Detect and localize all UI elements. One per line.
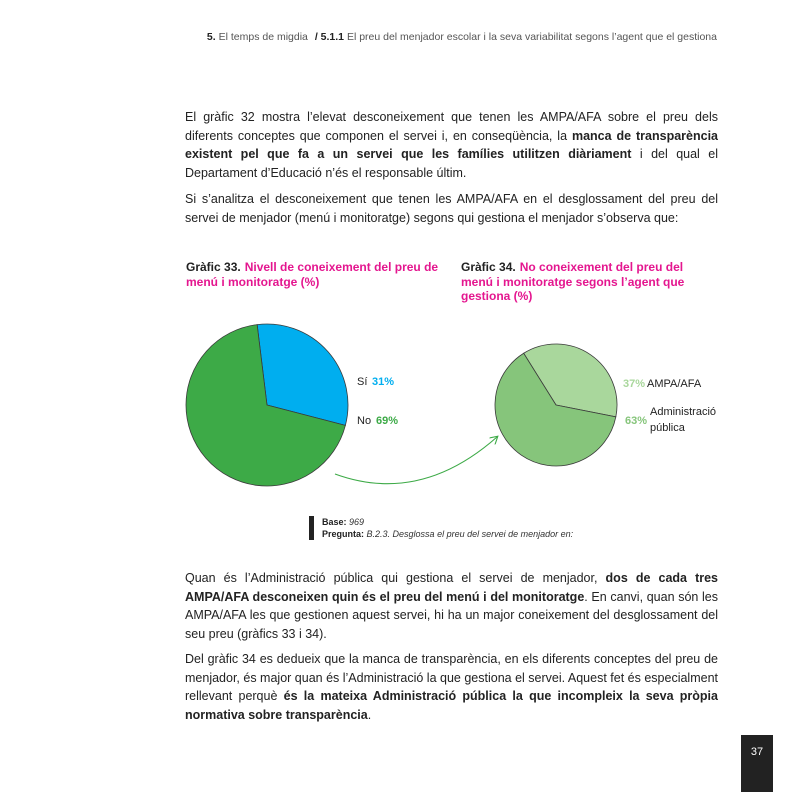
question-label: Pregunta: [322, 529, 365, 539]
base-line [322, 516, 573, 528]
pie33-value-si: 31% [372, 376, 395, 388]
pie34-value-ampa: 37% [623, 378, 646, 390]
p1-text-1: El gràfic 32 mostra l’elevat desconeixement que tenen les AMPA/AFA sobre el preu dels diferents conceptes que componen el servei i, en conseqüència, la [185, 110, 718, 143]
p3-text-2: . En canvi, quan són les AMPA/AFA les que gestionen aquest servei, hi ha un major coneixement del desglossament del seu preu (gràfics 33 i 34). [185, 589, 718, 641]
chapter-number: 5. [206, 31, 216, 43]
pie-chart-33 [186, 324, 348, 486]
pie34-label-ampa: AMPA/AFA [647, 378, 702, 390]
chart-33-title: Nivell de coneixement del preu de menú i monitoratge (%) [186, 260, 439, 289]
question-line [322, 528, 573, 540]
base-value: 969 [349, 517, 365, 527]
question-text: B.2.3. Desglossa el preu del servei de menjador en: [366, 529, 574, 539]
page-number: 37 [741, 735, 773, 792]
pie34-label-admin-line1: Administració [650, 406, 717, 418]
chart-34-label: Gràfic 34. [461, 260, 516, 274]
chart-33-label: Gràfic 33. [186, 260, 241, 274]
p4-text-2: . [367, 707, 372, 722]
p1-text-2: i del qual el Departament d’Educació n’és el responsable últim. [185, 147, 718, 180]
pie33-label-no: No [357, 415, 372, 427]
section-number: 5.1.1 [320, 31, 345, 43]
p3-bold: dos de cada tres AMPA/AFA desconeixen quin és el preu del menú i del monitoratge [185, 571, 719, 604]
chart-source-note [309, 516, 573, 540]
connector-arrow [335, 437, 497, 484]
pie34-value-admin: 63% [625, 415, 648, 427]
header-separator: / [314, 31, 318, 43]
paragraph-3 [185, 569, 718, 643]
chapter-title: El temps de migdia [218, 31, 308, 43]
p4-text-1: Del gràfic 34 es dedueix que la manca de transparència, en els diferents conceptes del preu de menjador, és major quan és l’Administració la que gestiona el servei. Aquest fet és especialment rellevant perquè [185, 652, 718, 703]
pie34-label-admin-line2: pública [650, 422, 685, 434]
paragraph-4 [185, 650, 718, 724]
p2-text: Si s’analitza el desconeixement que tenen les AMPA/AFA en el desglossament del preu del servei de menjador (menú i monitoratge) segons qui gestiona el menjador s’observa que: [185, 192, 718, 225]
p3-text-1: Quan és l’Administració pública qui gestiona el servei de menjador, [185, 571, 606, 585]
base-label: Base: [322, 517, 347, 527]
pie33-value-no: 69% [376, 415, 399, 427]
section-title: El preu del menjador escolar i la seva variabilitat segons l’agent que el gestiona [346, 31, 717, 43]
p1-bold: manca de transparència existent pel que fa a un servei que les famílies utilitzen diàriament [185, 128, 718, 161]
p4-bold: és la mateixa Administració pública la que incompleix la seva pròpia normativa sobre transparència [185, 689, 718, 722]
pie-chart-34 [495, 344, 617, 466]
chart-34-title: No coneixement del preu del menú i monitoratge segons l’agent que gestiona (%) [461, 260, 685, 303]
pie33-label-si: Sí [357, 376, 368, 388]
